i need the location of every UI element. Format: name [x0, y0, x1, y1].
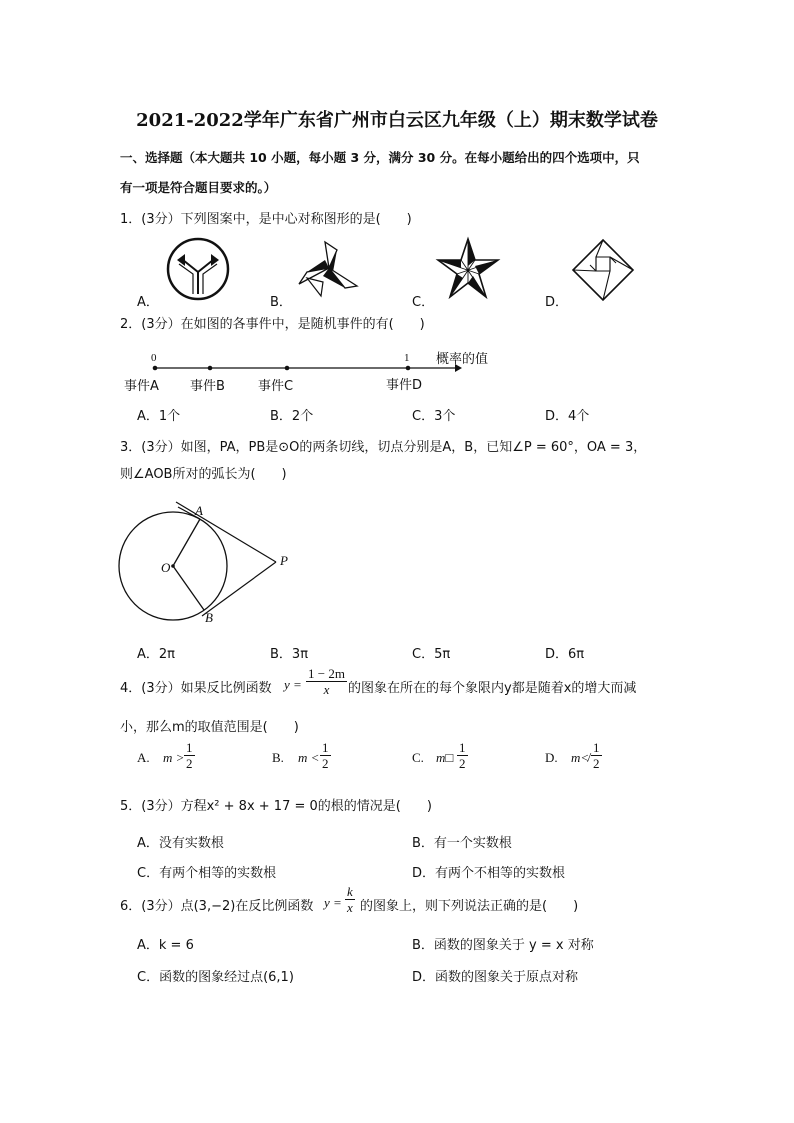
q5-option-c: C．有两个相等的实数根 [137, 866, 277, 881]
q4-option-b-expr: m < [298, 750, 320, 765]
q6-option-a: A．k = 6 [137, 938, 194, 953]
q5-option-a: A．没有实数根 [137, 836, 224, 851]
q4-stem-prefix: 4．(3分）如果反比例函数 [120, 681, 272, 696]
q6-func-fraction [345, 884, 355, 916]
q4-func-fraction [306, 666, 347, 698]
q4-option-c-half-den: 2 [459, 756, 466, 771]
q3-stem-line2: 则∠AOB所对的弧长为( ) [120, 467, 287, 482]
q4-option-d-expr: m≮ [571, 750, 590, 765]
q5-option-b: B．有一个实数根 [412, 836, 512, 851]
q4-option-b-letter: B. [272, 750, 284, 765]
q2-axis-label: 概率的值 [436, 352, 489, 367]
q6-option-d: D．函数的图象关于原点对称 [412, 970, 579, 985]
q6-func-numerator: k [347, 884, 353, 899]
section-heading-line2: 有一项是符合题目要求的。） [120, 180, 277, 195]
q1-stem: 1．(3分）下列图案中，是中心对称图形的是( ) [120, 212, 412, 227]
q4-option-b-half-num: 1 [322, 740, 329, 755]
q3-option-c: C．5π [412, 647, 451, 662]
q2-option-b: B．2个 [270, 409, 314, 424]
q6-option-b: B．函数的图象关于 y = x 对称 [412, 938, 594, 953]
q2-event-a: 事件A [124, 379, 159, 394]
q4-option-a-expr: m > [163, 750, 185, 765]
q4-option-b-half-den: 2 [322, 756, 329, 771]
q2-option-d: D．4个 [545, 409, 590, 424]
q4-option-c-letter: C. [412, 750, 424, 765]
section-heading-line1: 一、选择题（本大题共 10 小题，每小题 3 分，满分 30 分。在每小题给出的四个选项中，只 [120, 150, 640, 165]
q1-option-b: B． [270, 295, 292, 310]
q5-option-d: D．有两个不相等的实数根 [412, 866, 566, 881]
q4-option-a-half [184, 740, 195, 772]
q3-label-p: P [280, 553, 288, 568]
q4-option-d-half [591, 740, 602, 772]
q1-figure-b-pinwheel [293, 238, 363, 300]
q1-figure-d-square [570, 237, 636, 303]
q2-event-d: 事件D [386, 378, 423, 393]
q4-stem-suffix: 的图象在所在的每个象限内y都是随着x的增大而减 [348, 681, 637, 696]
q4-option-c-half-num: 1 [459, 740, 466, 755]
q3-option-a: A．2π [137, 647, 175, 662]
q2-option-a: A．1个 [137, 409, 181, 424]
q3-label-o: O [161, 560, 171, 575]
q6-stem-suffix: 的图象上，则下列说法正确的是( ) [360, 899, 579, 914]
q4-option-a-half-den: 2 [186, 756, 193, 771]
q4-option-b-half [320, 740, 331, 772]
q1-figure-c-star [435, 236, 501, 302]
q2-tick-zero: 0 [151, 352, 157, 364]
q4-option-a-half-num: 1 [186, 740, 193, 755]
q2-event-b: 事件B [190, 379, 225, 394]
q3-option-b: B．3π [270, 647, 309, 662]
q4-func-denominator: x [323, 682, 330, 697]
q4-option-c-expr: m□ [436, 750, 454, 765]
q2-event-c: 事件C [258, 379, 294, 394]
q4-option-d-half-den: 2 [593, 756, 600, 771]
q6-func-denominator: x [347, 900, 353, 915]
q5-stem: 5．(3分）方程x² + 8x + 17 = 0的根的情况是( ) [120, 799, 432, 814]
q3-label-b: B [205, 610, 213, 625]
q4-option-d-letter: D. [545, 750, 558, 765]
q1-figure-a-circle-arrows [163, 236, 233, 302]
q2-tick-one: 1 [404, 352, 410, 364]
q1-option-d: D． [545, 295, 569, 310]
q4-option-c-half [457, 740, 468, 772]
q4-stem-line2: 小，那么m的取值范围是( ) [120, 720, 299, 735]
page-title: 2021-2022学年广东省广州市白云区九年级（上）期末数学试卷 [136, 110, 658, 131]
q3-stem-line1: 3．(3分）如图，PA，PB是⊙O的两条切线，切点分别是A，B，已知∠P = 60°，OA = 3， [120, 440, 647, 455]
q1-option-c: C． [412, 295, 435, 310]
q4-option-d-half-num: 1 [593, 740, 600, 755]
q6-func-y: y = [324, 895, 342, 910]
q2-option-c: C．3个 [412, 409, 456, 424]
q4-option-a-letter: A. [137, 750, 150, 765]
q1-option-a: A． [137, 295, 159, 310]
q6-option-c: C．函数的图象经过点(6,1) [137, 970, 294, 985]
q3-label-a: A [195, 503, 203, 518]
q4-func-numerator: 1 − 2m [308, 666, 345, 681]
q2-stem: 2．(3分）在如图的各事件中，是随机事件的有( ) [120, 317, 425, 332]
q6-stem-prefix: 6．(3分）点(3,−2)在反比例函数 [120, 899, 314, 914]
q3-option-d: D．6π [545, 647, 585, 662]
q4-func-y: y = [284, 677, 302, 692]
